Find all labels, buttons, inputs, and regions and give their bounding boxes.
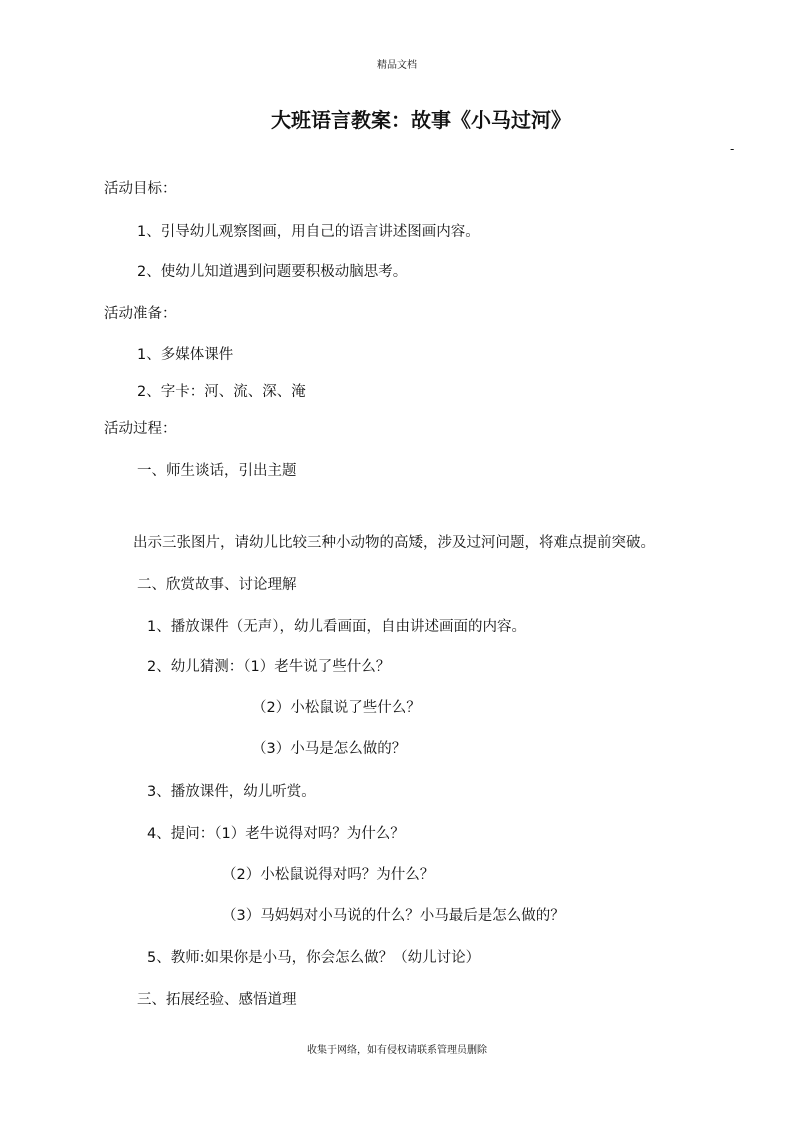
step-2-item-4-sub-3: （3）马妈妈对小马说的什么？小马最后是怎么做的？ — [222, 908, 565, 924]
prep-item-2: 2、字卡：河、流、深、淹 — [137, 384, 306, 400]
step-2-item-2: 2、幼儿猜测：（1）老牛说了些什么？ — [147, 659, 391, 675]
document-title: 大班语言教案：故事《小马过河》 — [271, 108, 571, 132]
step-2-item-1: 1、播放课件（无声），幼儿看画面，自由讲述画面的内容。 — [147, 619, 526, 635]
step-3-heading: 三、拓展经验、感悟道理 — [137, 992, 297, 1008]
step-2-item-4-sub-2: （2）小松鼠说得对吗？为什么？ — [222, 867, 435, 883]
header-dash: - — [730, 142, 735, 156]
page-header: 精品文档 — [377, 60, 417, 71]
step-2-item-2-sub-3: （3）小马是怎么做的？ — [252, 741, 407, 757]
goal-item-2: 2、使幼儿知道遇到问题要积极动脑思考。 — [137, 264, 408, 280]
step-2-item-4: 4、提问：（1）老牛说得对吗？为什么？ — [147, 826, 405, 842]
step-2-item-3: 3、播放课件，幼儿听赏。 — [147, 784, 316, 800]
page-footer: 收集于网络，如有侵权请联系管理员删除 — [307, 1045, 487, 1056]
step-2-item-2-sub-2: （2）小松鼠说了些什么？ — [252, 700, 421, 716]
step-1-heading: 一、师生谈话，引出主题 — [137, 463, 297, 479]
prep-item-1: 1、多媒体课件 — [137, 347, 234, 363]
step-2-heading: 二、欣赏故事、讨论理解 — [137, 577, 297, 593]
section-heading-goals: 活动目标： — [104, 181, 177, 197]
step-2-item-5: 5、教师:如果你是小马，你会怎么做？（幼儿讨论） — [147, 950, 481, 966]
section-heading-preparation: 活动准备： — [104, 306, 177, 322]
goal-item-1: 1、引导幼儿观察图画，用自己的语言讲述图画内容。 — [137, 224, 480, 240]
section-heading-process: 活动过程： — [104, 421, 177, 437]
step-1-paragraph: 出示三张图片，请幼儿比较三种小动物的高矮，涉及过河问题，将难点提前突破。 — [133, 535, 655, 551]
